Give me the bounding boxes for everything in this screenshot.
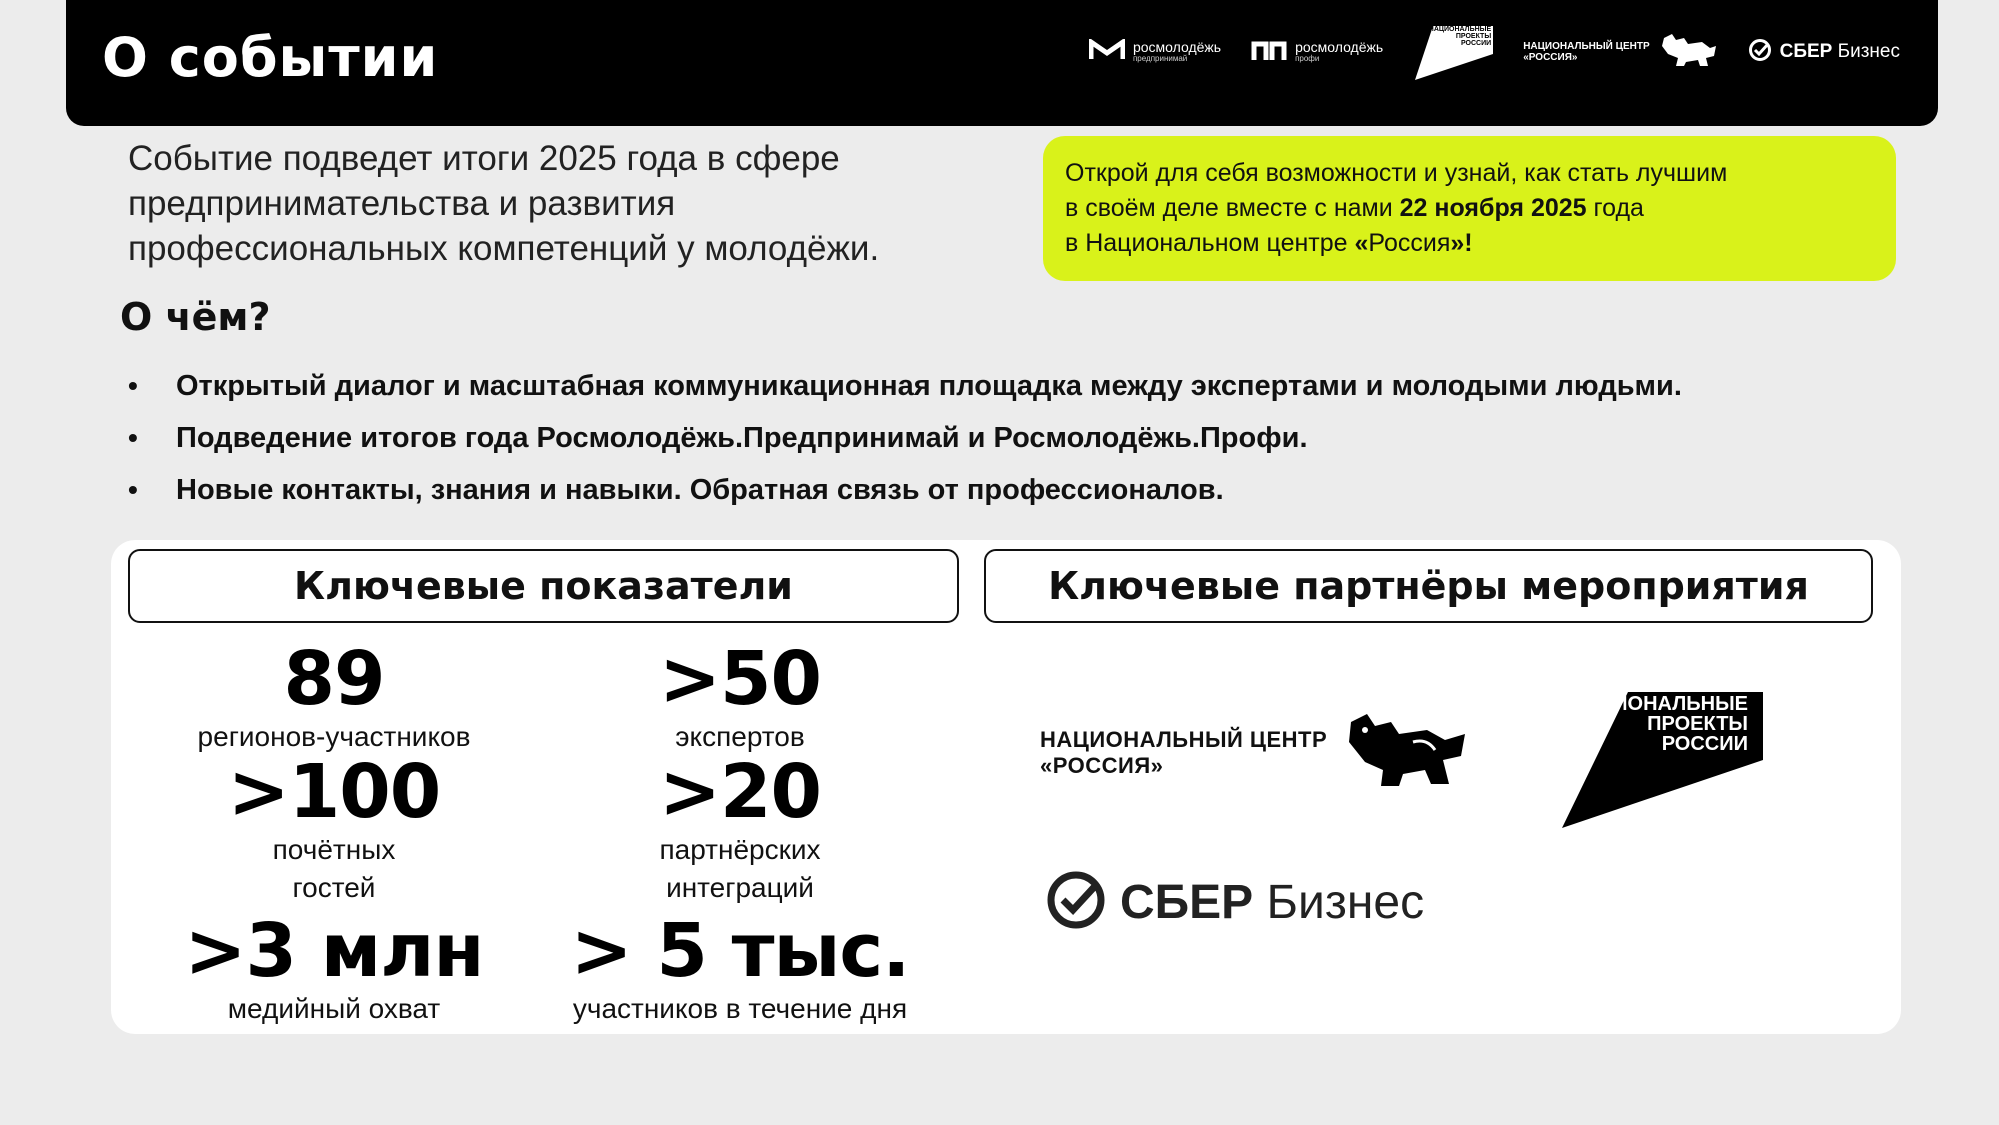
intro-text: Событие подведет итоги 2025 года в сфере предпринимательства и развития профессиональных компетенций у молодёжи. [128,139,880,268]
sber-check-icon [1046,870,1106,935]
invitation-callout: Открой для себя возможности и узнай, как стать лучшим в своём деле вместе с нами 22 ноября 2025 года в Национальном центре «Россия»! [1043,136,1896,281]
national-projects-logo: НАЦИОНАЛЬНЫЕ ПРОЕКТЫ РОССИИ [1413,24,1493,80]
list-item: • Подведение итогов года Росмолодёжь.Предпринимай и Росмолодёжь.Профи. [128,412,1928,464]
metrics-heading: Ключевые показатели [128,549,959,623]
metric-integrations: >20 партнёрских интеграций [659,749,821,903]
about-heading: О чём? [120,295,271,339]
metric-participants: > 5 тыс. участников в течение дня [570,908,910,1024]
partners-heading: Ключевые партнёры мероприятия [984,549,1873,623]
about-list [128,360,1928,516]
header-bar [66,0,1938,126]
p-icon [1251,37,1287,67]
lion-icon [1658,32,1718,73]
metric-experts: >50 экспертов [659,636,821,752]
metric-guests: >100 почётных гостей [227,749,441,903]
list-item: • Открытый диалог и масштабная коммуникационная площадка между экспертами и молодыми людьми. [128,360,1928,412]
list-item: • Новые контакты, знания и навыки. Обратная связь от профессионалов. [128,464,1928,516]
rosmolodezh-profi-logo: росмолодёжь профи [1251,37,1383,67]
header-logos [1089,24,1900,80]
partner-national-center-logo: НАЦИОНАЛЬНЫЙ ЦЕНТР «РОССИЯ» [1040,712,1473,793]
partner-sber-business-logo: СБЕР Бизнес [1046,870,1424,935]
lion-icon [1343,712,1473,793]
page-title: О событии [102,26,439,89]
metric-media-reach: >3 млн медийный охват [184,908,484,1024]
partner-national-projects-logo: НАЦИОНАЛЬНЫЕ ПРОЕКТЫ РОССИИ [1558,690,1768,830]
m-icon [1089,37,1125,67]
metric-regions: 89 регионов-участников [197,636,471,752]
sber-check-icon [1748,38,1772,67]
rosmolodezh-predprinimay-logo: росмолодёжь предпринимай [1089,37,1221,67]
national-center-logo: НАЦИОНАЛЬНЫЙ ЦЕНТР «РОССИЯ» [1523,32,1717,73]
sber-business-logo: СБЕР Бизнес [1748,38,1900,67]
